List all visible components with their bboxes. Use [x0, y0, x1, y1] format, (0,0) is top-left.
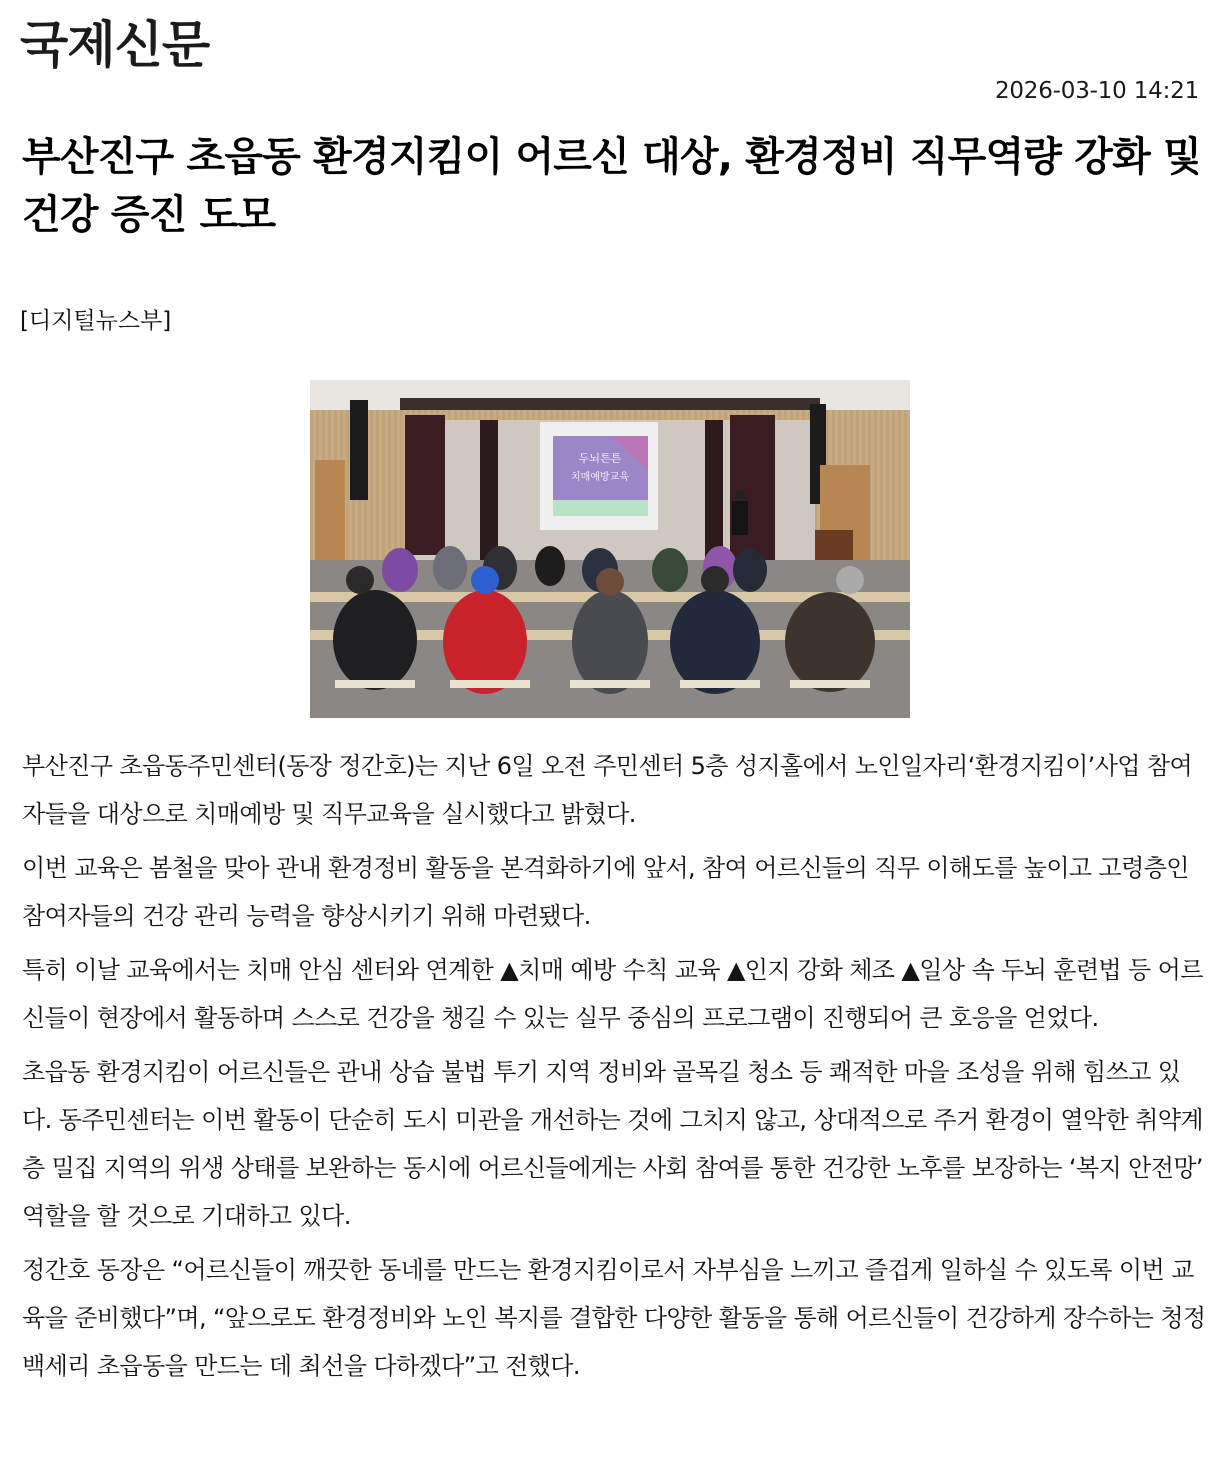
article-body — [22, 742, 1207, 1396]
article-paragraph: 정간호 동장은 “어르신들이 깨끗한 동네를 만드는 환경지킴이로서 자부심을 느끼고 즐겁게 일하실 수 있도록 이번 교육을 준비했다”며, “앞으로도 환경정비와 노인 복지를 결합한 다양한 활동을 통해 어르신들이 건강하게 장수하는 청정백세리 초읍동을 만드는 데 최선을 다하겠다”고 전했다. — [22, 1256, 1206, 1380]
slide-title-line2: 치매예방교육 — [571, 472, 629, 483]
article-paragraph: 부산진구 초읍동주민센터(동장 정간호)는 지난 6일 오전 주민센터 5층 성지홀에서 노인일자리‘환경지킴이’사업 참여자들을 대상으로 치매예방 및 직무교육을 실시했다고 밝혔다. — [22, 752, 1193, 828]
newspaper-logo[interactable]: 국제신문 — [20, 16, 210, 74]
article-byline: [디지털뉴스부] — [20, 308, 172, 334]
article-photo — [310, 380, 910, 718]
publish-datetime: 2026-03-10 14:21 — [994, 78, 1199, 104]
article-paragraph: 특히 이날 교육에서는 치매 안심 센터와 연계한 ▲치매 예방 수칙 교육 ▲인지 강화 체조 ▲일상 속 두뇌 훈련법 등 어르신들이 현장에서 활동하며 스스로 건강을 챙길 수 있는 실무 중심의 프로그램이 진행되어 큰 호응을 얻었다. — [22, 956, 1203, 1032]
article-paragraph: 이번 교육은 봄철을 맞아 관내 환경정비 활동을 본격화하기에 앞서, 참여 어르신들의 직무 이해도를 높이고 고령층인 참여자들의 건강 관리 능력을 향상시키기 위해 마련됐다. — [22, 854, 1189, 930]
article-paragraph: 초읍동 환경지킴이 어르신들은 관내 상습 불법 투기 지역 정비와 골목길 청소 등 쾌적한 마을 조성을 위해 힘쓰고 있다. 동주민센터는 이번 활동이 단순히 도시 미관을 개선하는 것에 그치지 않고, 상대적으로 주거 환경이 열악한 취약계층 밀집 지역의 위생 상태를 보완하는 동시에 어르신들에게는 사회 참여를 통한 건강한 노후를 보장하는 ‘복지 안전망’ 역할을 할 것으로 기대하고 있다. — [22, 1058, 1203, 1230]
slide-title-line1: 두뇌튼튼 — [578, 452, 622, 465]
article-title: 부산진구 초읍동 환경지킴이 어르신 대상, 환경정비 직무역량 강화 및 건강 증진 도모 — [22, 134, 1201, 238]
